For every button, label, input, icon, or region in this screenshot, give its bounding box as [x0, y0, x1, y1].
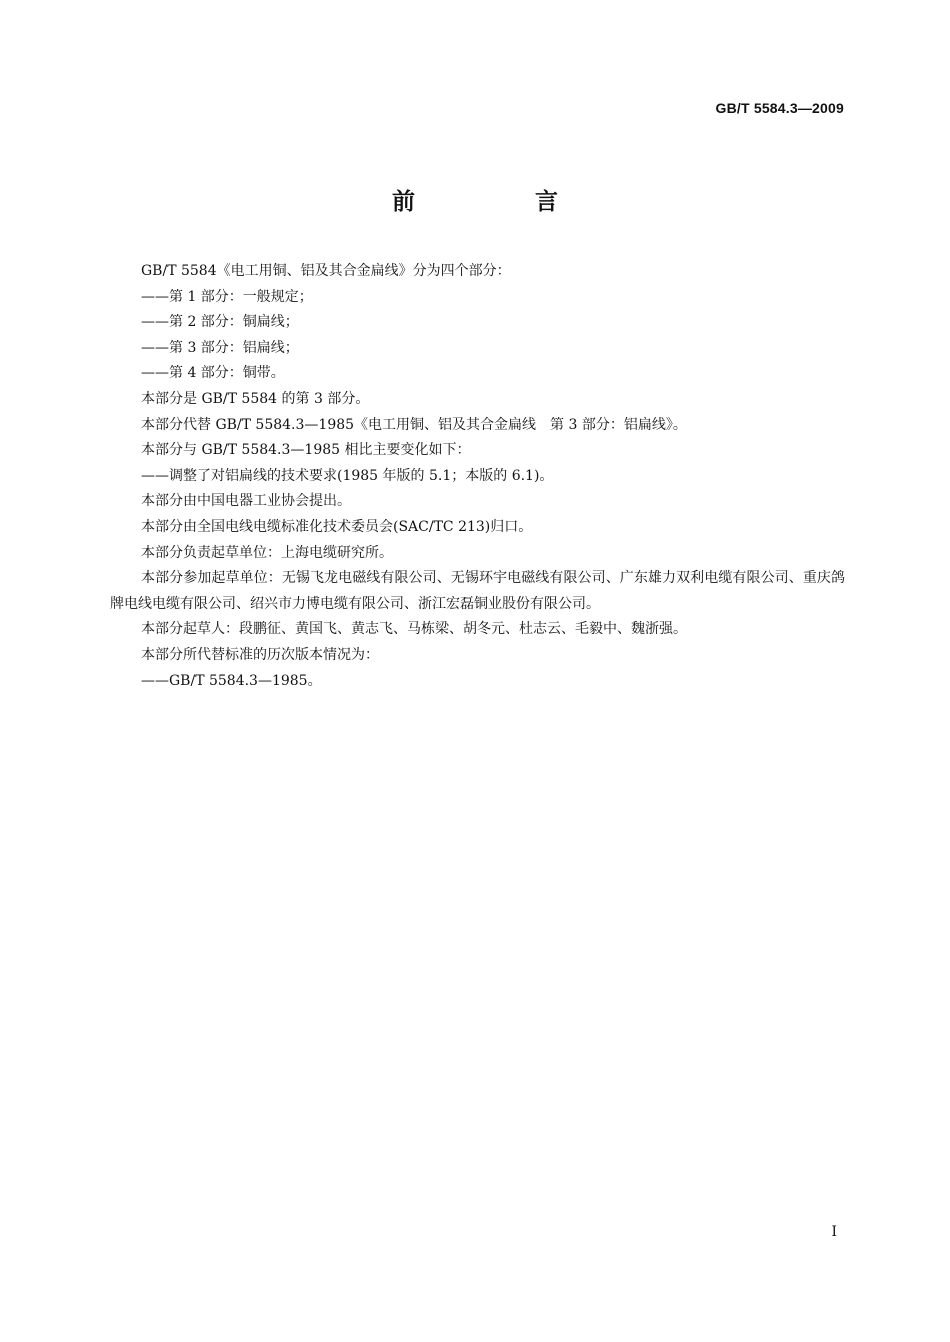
- page-number: I: [831, 1224, 837, 1240]
- paragraph-proposed-by: 本部分由中国电器工业协会提出。: [141, 493, 351, 510]
- foreword-body: [110, 259, 845, 694]
- list-item-part-2: ——第 2 部分：铜扁线；: [141, 314, 299, 331]
- paragraph-drafting-unit: 本部分负责起草单位：上海电缆研究所。: [141, 544, 393, 561]
- list-item-history: ——GB/T 5584.3—1985。: [141, 672, 322, 689]
- list-item-part-3: ——第 3 部分：铝扁线；: [141, 339, 299, 356]
- paragraph-parts-intro: GB/T 5584《电工用铜、铝及其合金扁线》分为四个部分：: [141, 263, 511, 279]
- list-item-change: ——调整了对铝扁线的技术要求(1985 年版的 5.1；本版的 6.1)。: [141, 467, 554, 484]
- list-item-part-1: ——第 1 部分：一般规定；: [141, 288, 313, 305]
- paragraph-this-part: 本部分是 GB/T 5584 的第 3 部分。: [141, 390, 370, 407]
- standard-code: GB/T 5584.3—2009: [715, 100, 844, 116]
- paragraph-history-intro: 本部分所代替标准的历次版本情况为：: [141, 646, 379, 663]
- page-title: 前 言: [391, 189, 614, 215]
- paragraph-drafters: 本部分起草人：段鹏征、黄国飞、黄志飞、马栋梁、胡冬元、杜志云、毛毅中、魏浙强。: [141, 621, 687, 638]
- paragraph-participating-units: 本部分参加起草单位：无锡飞龙电磁线有限公司、无锡环宇电磁线有限公司、广东雄力双利电缆有限公司、重庆鸽牌电线电缆有限公司、绍兴市力博电缆有限公司、浙江宏磊铜业股份有限公司。: [110, 570, 845, 612]
- paragraph-replaces: 本部分代替 GB/T 5584.3—1985《电工用铜、铝及其合金扁线 第 3 部分：铝扁线》。: [141, 416, 687, 433]
- paragraph-changes-intro: 本部分与 GB/T 5584.3—1985 相比主要变化如下：: [141, 442, 471, 459]
- list-item-part-4: ——第 4 部分：铜带。: [141, 365, 285, 382]
- paragraph-managed-by: 本部分由全国电线电缆标准化技术委员会(SAC/TC 213)归口。: [141, 518, 533, 535]
